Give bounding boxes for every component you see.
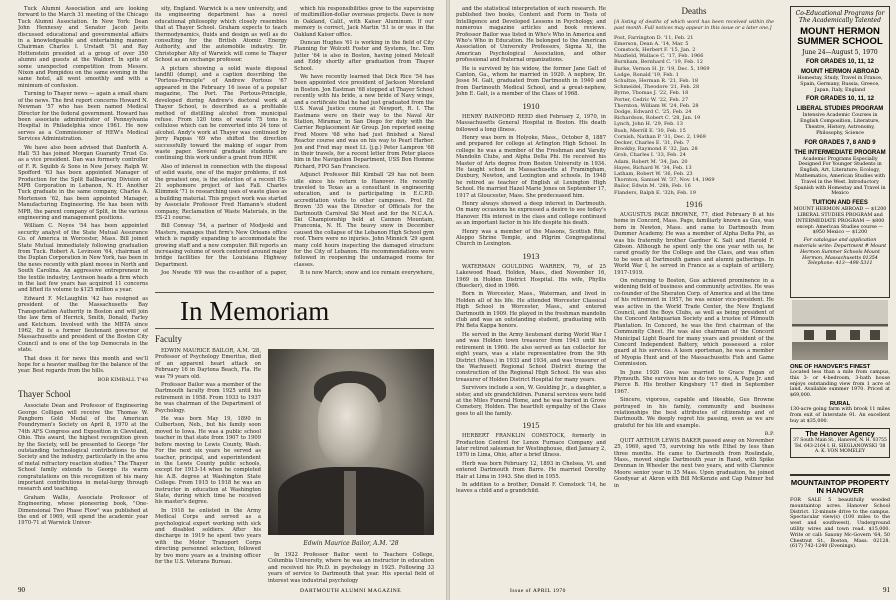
ad-subhead: FOR GRADES 10, 11, 12 [805, 59, 875, 65]
list-item: Burke, Vernon H. Jr. '19, Dec. 5, 1969 [614, 65, 710, 72]
list-item: Cornish, Nathan P. '31, Dec. 2, 1969 [614, 133, 706, 140]
class-year-heading: 1915 [522, 420, 540, 431]
list-item: Grob, Charles I. '33, Feb. 24 [614, 152, 686, 159]
ad-subhead: TUITION AND FEES [812, 200, 868, 207]
paragraph: EDWIN MAURICE BAILOR, A.M. '28, Professor of Psychology Emeritus, died of an apparent heart attack on February 16 in Daytona Beach, Fla. He was 79 years old. [155, 348, 261, 380]
house-window [826, 330, 836, 340]
list-item: Flanders, Ralph E. '32h, Feb. 19 [614, 189, 696, 196]
divider [155, 328, 434, 329]
portrait-photo [268, 349, 434, 535]
portrait-tie [344, 471, 356, 535]
list-item: Burnham, Bernhard C. '19, Feb. 12 [614, 59, 703, 66]
left-column-3 [294, 6, 434, 276]
paragraph: HENRY RAINFORD REED died February 2, 1970, in Massachusetts General Hospital in Boston. His death followed a long illness. [456, 113, 606, 133]
paragraph: Adjunct Professor Bill Kimball '29 has not been idle since his return to Hanover. He recently traveled to Texas as a consultant in engineering education, and is participating in E.C.P.D. accreditation visits to other campuses. Prof. Ed Brown '35 was the Director of Officials for the Dartmouth Carnival Ski Meet and for the N.C.A.A. Ski Championship held at Cannon Mountain, Franconia, N. H. The heavy snow in December caused the collapse of the Lebanon High School gym roof. There were no injuries. John Minnich '29 spent many cold hours inspecting the damaged structure for the City of Lebanon. His recommendations were followed in reopening the undamaged rooms for classes. [294, 172, 434, 268]
paragraph: Associate Dean and Professor of Engineering George Colligan will receive the Thomas W. Pangborn Gold Medal of the American Foundrymen's Society on April 8, 1970 at the 74th AFS Congress and Exposition in Cleveland, Ohio. This award, the highest recognition given by the Society, will be presented to George "for outstanding technological contributions to the Society and the industry, particularly in the area of metal refractory reaction studies." The Thayer School family extends to George its warm congratulations on this recognition of his many important contributions in metal-lurgy through research and teaching. [18, 403, 148, 493]
agency-name: The Hanover Agency [805, 431, 875, 439]
faculty-column [155, 334, 261, 590]
ad-contact: For catalogue and application materials write: Department # Mount Hermon Summer Schools Mount Hermon, Massachusetts 01354 Telephone: 413—498-5311 [793, 238, 887, 267]
ad-text: Homestay, Study, Travel in France, Spain, Germany, Russia, Greece, Japan, Italy, England [797, 76, 883, 93]
portrait-face [318, 383, 382, 465]
in-memoriam-title: In Memoriam [180, 296, 330, 326]
list-item: Emerson, Dean A. '14, Mar. 5 [614, 40, 689, 47]
paragraph: In addition to a brother, Donald F. Comstock '14, he leaves a child and a grandchild. [456, 482, 606, 495]
list-item: Lodge, Ronald '19, Feb. 1 [614, 71, 679, 78]
list-item: Post, Farrington D. '11, Feb. 21 [614, 34, 694, 41]
paragraph: It is now March; snow and ice remain everywhere, [300, 270, 434, 276]
paragraph: Henry always showed a deep interest in Dartmouth. On many occasions he expressed a desire to see today's Hanover. His interest in the class and college continued as an important factor in his life despite his death. [456, 200, 606, 227]
paragraph: He is survived by his widow, the former Jane Galt of Canton, Ga., whom he married in 1920. A nephew, Dr. Jesse M. Galt, graduated from Dartmouth in 1940 and from Dartmouth Medical School, and a great-nephew, John E. Galt, is a member of the Class of 1968. [456, 65, 606, 98]
house-photo [792, 300, 888, 360]
paragraph: William C. Noyes '54 has been appointed security analyst of the State Mutual Assurance Co. of America in Worcester, Mass. Bill joined State Mutual immediately following graduation from Tuck. Robert A. Levinson '64, chairman of the Duplan Corporation in New York, has been in the news recently with plant moves in North and South Carolina. An aggressive entrepreneur in the textile industry, Levinson heads a firm which in the last few years has acquired 11 concerns and lifted its volume to $125 million a year. [18, 223, 148, 294]
paragraph: We have also been advised that Danforth A. Hall '53 has joined Morgan Guaranty Trust Co. as a vice president. Dan was formerly controller of F. R. Squibb & Sons in New Jersey. Ralph W. Spofford '63 has been appointed Manager of Production for the Split Ballbearing Division of MPB Corporation in Lebanon, N. H. Another Tuck graduate in the same company, Charles A. Mortenson '62, has been appointed Manager, Manufacturing Engineering. He has been with MPB, the parent company of Split, in the various engineering and management positions. [18, 144, 148, 221]
list-item: Dodge, Edward C. '25, Feb. 24 [614, 109, 692, 116]
list-item: Porter, Cedric W. '22, Feb. 27 [614, 96, 689, 103]
ad-realty [790, 362, 890, 470]
footer-magazine: DARTMOUTH ALUMNI MAGAZINE [300, 588, 402, 594]
paragraph: He served in the Army lieutenant during World War I and was Holden town treasurer from 1943 until his retirement in 1960. He also served as tax collector for eight years, was a state representative from the 9th District (Mass.) in 1933 and 1934, and was treasurer of the Wachusett Regional School District during the construction of the Regional High School. He was also treasurer of Holden District Hospital for many years. [456, 331, 606, 383]
paragraph: On returning to Boston, Gus achieved prominence in a widening field of business and community activities. He was co-founder of the Sheraton Corp. of America and at the time of his retirement in 1957, he was senior vice-president. He was active in the World Trade Center, the New England Council, and the Boys Clubs, as well as being president of the Concord Antiquarian Society and a trustee of Plimouth Plantation. In Concord, he was the first chairman of the Community Chest. He was also chairman of the Concord Municipal Light Board for many years and president of the Concord Independent Battery, which possessed a color guard at his services. A keen sportsman, he was a member of Myopia Hunt and of the Massachusetts Fish and Game Commission. [614, 277, 774, 368]
list-item: Latham, Robert W. '36, Feb. 23 [614, 171, 693, 178]
footer-issue: Issue of APRIL 1970 [510, 588, 566, 594]
paragraph: Also of interest in connection with the disposal of solid waste, one of the major problems, if not the greatest one, is the selection of a recent ES-21 sophomore project of last Fall. Charles Klimmek '71 is researching uses of waste glass as a building material. This project work was started by Associate Professor Fred Hamann's student company, Reclamation of Waste Materials, in the ES-21 course. [155, 163, 287, 221]
paragraph: Sincere, vigorous, capable and likeable, Gus Browne portrayed in his family, community and business relationships the best attributes of citizenship and of Dartmouth. We deeply regret his passing, even as we are grateful for his life and example. [614, 397, 774, 429]
paragraph: Edward F. McLaughlin '42 has resigned as president of the Massachusetts Bay Transportation Authority in Boston and will join the law firm of Herrick, Smith, Donald, Farley and Ketchum. Involved with the MBTA since 1962, Ed is a former lieutenant governor of Massachusetts and president of the Boston City Council and is one of the top Democrats in the state. [18, 295, 148, 354]
paragraph: Herb was born February 12, 1893 in Chelsea, Vt. and entered Dartmouth from Barre. He married Dorothy Hair at Lima in 1943. She died in 1955. [456, 460, 606, 480]
paragraph: Tuck Alumni Association and are looking forward to the March 31 meeting of the Chicago Tuck Alumni Association. In New York: Dean John Hennessy and Senator Jacob Javits discussed educational and governmental affairs in a knowledgeable and entertaining manner. Chairman Charles I. Urstadt '51 and Ray Hottenstein presided at a group of over 350 alumni and guests at the Waldorf. In spite of some unexpected competition from Messrs. Nixon and Pompidou on the same evening in the same hotel, all went smoothly and with a minimum of confusion. [18, 6, 148, 89]
faculty-column-continued [268, 552, 434, 590]
deaths-intro: [A listing of deaths of which word has been received within the past month. Full notices may appear in this issue or a later one.] [614, 20, 774, 31]
ad-text: Located less than a mile from campus, this 3- or 4-bedroom, 3-bath house enjoys outstanding view from 1 acre of land. Available summer 1970. Priced at $69,000. [790, 370, 890, 399]
paragraph: Henry was born in Holyoke, Mass., October 8, 1887 and prepared for college at Arlington High School. In college he was a member of the Freshman and Varsity Mandolin Clubs, and Alpha Delta Phi. He received his Master of Arts degree from Boston University in 1934. He taught school in Massachusetts at Framingham, Duxbury, Newton, and Lexington and schools. In 1948 he retired as teacher of English at Lexington High School. He married Hazel Marie Jones on September 17, 1917 at Gloucester, Mass. She predeceased him. [456, 134, 606, 199]
ad-subhead: MOUNT HERMON ABROAD [800, 69, 880, 75]
ad-subhead: LIBERAL STUDIES PROGRAM [796, 106, 884, 113]
paragraph: Turning to Thayer news — again a small share of the news. The first report concerns Howard N. Newman '57 who has been named Medical Director for the federal government. Howard has been associate administrator of Pennsylvania Hospital in Philadelphia since 1961. He now serves as a Commissioner of HEW's Medical Services Administration. [18, 91, 148, 143]
deaths-heading: Deaths [681, 6, 707, 16]
paragraph: AUGUSTUS PAGE BROWNE, 77, died February 8 at his home in Concord, Mass. Page, familiarly known as Gus, was born in Newton, Mass. and came to Dartmouth from Dummer Academy. He was a member of Alpha Delta Phi, as was his fraternity brother Gardner K. Salt and Harold F. Gibson. Although he spent only the one year with us, he cared greatly for the College and the Class, and was often to be seen at Dartmouth games and alumni gatherings. In World War I, he served in France as a captain of artillery, 1917-1919. [614, 211, 774, 276]
paragraph: In 1918 he enlisted in the Army Medical Corps and served as a psychological expert working with sick and disabled soldiers. After his discharge in 1919 he spent two years with the Motor Transport Corps directing personnel selection, followed by two more years as a training officer for the U.S. Veterans Bureau. [155, 507, 261, 565]
signature: BOB KIMBALL T'48 [97, 376, 148, 383]
paragraph: A picture showing a solid waste disposal landfill (dump), and a caption describing the "Portous-Principle" of Andrew Portous '67 appeared in the February 16 issue of a popular magazine, The Port. The Portous-Principle, developed during Andrew's doctoral work at Thayer School, is described as a profitable method of distilling alcohol from municipal refuse. From 120 tons of waste 75 tons is cellulose which can be converted into 24 tons of alcohol. Andy's work at Thayer was continued by Jerry Pappas '69 who shifted the direction successfully toward the making of sugar from waste paper. Several graduate students are continuing this work under a grant from HEW. [155, 65, 287, 162]
class-year-heading: 1910 [522, 100, 540, 111]
paragraph: Joe Nwude '69 was the co-author of a paper, [161, 270, 287, 276]
paragraph: and the statistical interpretation of such research. He published two books, Content and Form in Tests of Intelligence and Developed Lessons in Psychology, and numerous magazine articles and book reviews. Professor Bailor was listed in Who's Who in America and Who's Who in Education. He belonged to the American Association of University Professors, Sigma Xi, the American Psychological Association, and other professional and fraternal organizations. [456, 6, 606, 64]
class-year-heading: 1913 [522, 250, 540, 261]
photo-caption: Edwin Maurice Bailor, A.M. '28 [303, 540, 399, 547]
list-item: Maxfield, Wallace C. '17, Feb. 1966 [614, 53, 704, 60]
paragraph: WATERMAN GOULDING WARREN, 79, of 25 Lakewood Road, Holden, Mass., died November 16, 1969 in Holden District Hospital. His wife, Phyllis (Buecker), died in 1966. [456, 263, 606, 290]
ad-text: 130-acre going farm with brook 11 miles from exit of Interstate 91. An excellent buy at $35,000. [790, 406, 890, 424]
paragraph: Professor Bailor was a member of the Dartmouth faculty from 1925 until his retirement in 1958. From 1933 to 1937 he was chairman of the Department of Psychology. [155, 382, 261, 414]
divider [155, 292, 434, 293]
list-item: Schmeidel, Theodore '21, Feb. 28 [614, 84, 700, 91]
paragraph: Bill Conway '54, a partner of Modjeski and Masters, manages that firm's New Orleans office which is rapidly expanding to accommodate the growing staff and a new computer. Bill reports an increasing volume of work centered around major bridge facilities for the Louisiana Highway Department. [155, 223, 287, 268]
paragraph: That does it for news this month and we'll hope for a heavier mailbag for the balance of the year. Best regards from the hills. [18, 355, 148, 375]
list-item: Hayes, Richard W. '34, Feb. 13 [614, 164, 692, 171]
ad-summer-school [790, 6, 890, 298]
paragraph: HERBERT FRANKLIN COMSTOCK, formerly in Production Control for Lenox Furnace Company and later retired salesman for Westinghouse, died January 2, 1970 in Lima, Ohio, after a brief illness. [456, 433, 606, 459]
paragraph: sity, England. Warwick is a new university, and its engineering department has a novel educational philosophy which closely resembles that at Thayer School. Graham expects to teach thermodynamics, fluids and design as well as do consulting for the British Atomic Energy Authority, and the automobile industry. Dr. Christopher Alty of Warwick will come to Thayer School as an exchange professor. [155, 6, 287, 64]
list-item: Brookby, Raymond F. '32, Jan. 28 [614, 146, 698, 153]
class-year-heading: 1916 [685, 198, 703, 209]
section-heading-faculty: Faculty [155, 334, 182, 344]
ad-dates: June 24—August 5, 1970 [802, 49, 878, 56]
right-column-1 [456, 6, 606, 586]
ad-title: MOUNT HERMON SUMMER SCHOOL [797, 26, 883, 47]
ad-subhead: FOR GRADES 7, 8 AND 9 [804, 139, 876, 146]
ad-tagline: Co-Educational Programs for The Academically Talented [795, 10, 885, 24]
list-item: Thornton, Samuel W. '37, Nov. 14, 1969 [614, 177, 715, 184]
paragraph: In 1922 Professor Bailor went to Teachers College, Columbia University, where he was an instructor in education and received his Ph.D. in psychology in 1925. Following 33 years of service to Dartmouth that year. His special field of interest was industrial psychology [268, 552, 434, 584]
house-window [804, 330, 814, 340]
ad-text: MOUNT HERMON ABROAD — $1200 LIBERAL STUDIES PROGRAM and INTERMEDIATE PROGRAM — $800 except: American Studies course — $950 Mexico — $1200 [793, 207, 887, 236]
ad-subhead: THE INTERMEDIATE PROGRAM [794, 149, 886, 156]
page-number-right: 91 [883, 586, 890, 594]
paragraph: Born in Worcester, Mass., Waterman, and lived in Holden all of his life. He attended Worcester Classical High School in Worcester, Mass., and entered Dartmouth in 1909. He played in the freshman mandolin club and was an outstanding student, graduating with Phi Beta Kappa honors. [456, 291, 606, 330]
list-item: Thornton, William W. '24, Feb. 28 [614, 102, 699, 109]
left-page [0, 0, 446, 600]
paragraph: Duncan Hughes '61 is working in the field of City Planning for Wolcott Foster and Systems, Inc. Tom Jutter '64 is also in Boston, having joined Metcalf and Eddy shortly after graduation from Thayer School. [294, 40, 434, 72]
ad-text: Intensive Academic Courses in English Composition, Literature, Theatre, History, Astronomy, Philosophy, Science [800, 113, 880, 136]
section-heading-thayer: Thayer School [18, 389, 71, 400]
paragraph: Survivors include a son, W. Goulding Jr., a daughter, a sister, and six grandchildren. Funeral services were held at the Miles Funeral Home, and he was buried in Grove Cemetery, Holden. The heartfelt sympathy of the Class goes to all the family. [456, 385, 606, 417]
paragraph: Graham Wallis, Associate Professor of Engineering, whose pioneering book, "One-Dimensional Two Phase Flow" was published at the end of 1969, will spend the academic year 1970-71 at Warwick Univer- [18, 494, 148, 527]
ad-subhead: FOR GRADES 10, 11, 12 [805, 96, 875, 103]
list-item: Bailor, Edwin M. '28h, Feb. 16 [614, 183, 691, 190]
left-column-2 [155, 6, 287, 276]
paragraph: In June 1920 Gus was married to Grace Fagan of Plymouth. She survives him as do two sons, A. Page Jr. and Pierce B. His brother Kingsbury '17 died in September 1967. [614, 369, 774, 395]
paragraph: We have recently learned that Dick Rice '54 has been appointed vice president of Jackson Moreland in Boston. Jon Eastman '68 stopped at Thayer School recently with his bride, a new bride of Navy wings, and a certificate that he had just graduated from the U.S. Naval Justice course at Newport, R. I. The Eastmans were on their way to the Naval Air Station, Miramar, in San Diego for duty with the Carrier Replacement Air Group. Jon reported seeing Fred Moore '68 who had just finished a Naval Reactor course and was on his way to Pearl Harbor. Jon and Fred may meet Lt. (j.g.) Peter Lampron '68 in their travels, for a recent letter from Peter places him in the Navigation Department, USS Bon Homme Richard, FPO San Francisco. [294, 74, 434, 170]
right-column-2 [614, 6, 774, 586]
list-item: Comstock, Herbert F. '15, Jan. 2 [614, 47, 696, 53]
ad-property [790, 474, 890, 588]
house-window [870, 330, 880, 340]
list-item: Lynch, John H. '29, Feb. 13 [614, 121, 683, 128]
ad-title: MOUNTAINTOP PROPERTY IN HANOVER [790, 478, 890, 495]
signature: R.P. [764, 431, 774, 438]
list-item: Byrne, Thomas J. '22, Feb. 18 [614, 90, 689, 97]
paragraph: He was born May 19, 1890 in Culbertson, Neb., but his family soon moved to Iowa. He was a public school teacher in that state from 1907 to 1909 before moving to Lewis County, Wash. For the next six years he served as teacher, principal, and superintendent in the Lewis County public schools, except for 1913-14 when he completed his A.B. degree at Washington State College. From 1915 to 1918 he was an instructor in education at Washington State, during which time he received his master's degree. [155, 416, 261, 506]
ad-text: FOR SALE 5 beautifully wooded mountaintop acres. Hanover School District. 12-minute drive to the campus. Spectacular view(s) (100 miles to the west and southwest). Underground utility wires and town road. $15,000. Write or call: Saxony Mc-Govern '64, 50 Chestnut St., Boston, Mass. 02128. (617) 742-1240 (Evenings). [790, 498, 890, 550]
list-item: Bush, Merrill E. '30, Feb. 15 [614, 127, 686, 134]
ad-title: ONE OF HANOVER'S FINEST [790, 364, 871, 370]
house-window [850, 330, 860, 340]
agency-address: 37 South Main St., Hanover, N. H. 03755 Tel. 643-2164 I. H. SIEGLANOWSKI '38 A. K. VON MOMELEY [793, 438, 887, 455]
list-item: Schultze, Herman R. '21, Feb. 18 [614, 78, 699, 85]
deaths-list [614, 35, 774, 196]
paragraph: QUIT ARTHUR LEWIS BAKER passed away on November 25, 1969, aged 75, surviving his wife Ethel by less than three months. He came to Dartmouth from Roslindale, Mass., moved single Dartmouth year in Rand, with Spike Drennan in Wheeler the next two years, and with Clarence Moore senior year in 35 Mass. Upon graduation, he joined Goodyear at Akron with Bill McKenzie and Cap Palmer but in [614, 437, 774, 489]
list-item: Richardson, Robert C. '28, Jan. 19 [614, 115, 701, 122]
ad-text: Academic Programs Especially Designed For Younger Students in English, Art, Literature, Ecology, Mathematics, American Studies with Travel in the West. Introductory Spanish with Homestay and Travel in Mexico [794, 156, 886, 197]
page-number-left: 90 [18, 586, 25, 594]
left-column-1 [18, 6, 148, 590]
list-item: Decker, Charles E. '31, Feb. 7 [614, 140, 690, 147]
ad-subhead: RURAL [829, 400, 851, 407]
paragraph: Henry was a member of the Masons, Scottish Rite, Aleppo Shrine Temple, and Pilgrim Congregational Church in Lexington. [456, 228, 606, 248]
list-item: Adam, Robert M. '34, Jan. 20 [614, 158, 688, 165]
paragraph: which his responsibilities grew to the supervising of multimillion-dollar overseas projects. Dave is now in Oakland, Calif., with Kaiser Aluminum. If our memory is correct, Jack Martin '51 is or was in the Oakland Kaiser office. [294, 6, 434, 38]
agency-box [790, 428, 890, 457]
